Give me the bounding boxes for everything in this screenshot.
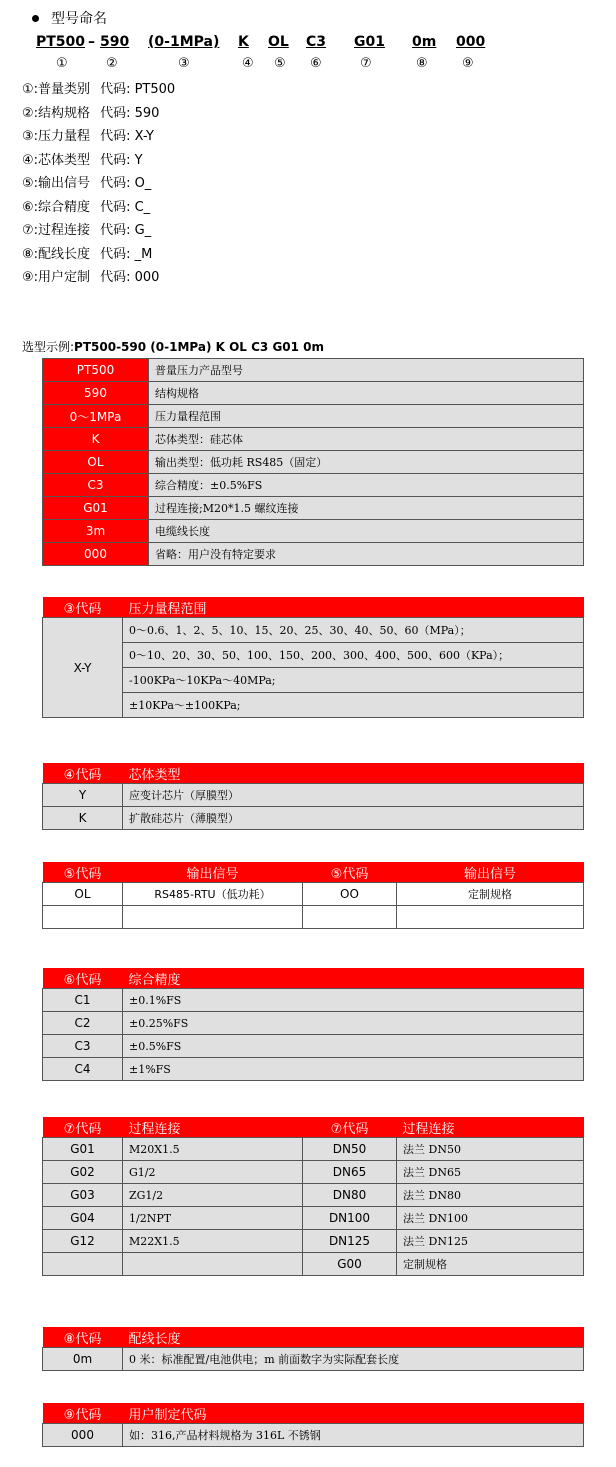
table-row: 0～1MPa 压力量程范围 — [43, 405, 584, 428]
legend-item: ⑦:过程连接 代码: G_ — [22, 223, 152, 238]
table-row: 590 结构规格 — [43, 382, 584, 405]
table-header: ⑤代码 输出信号 ⑤代码 输出信号 — [43, 862, 584, 883]
table-header: ⑧代码 配线长度 — [43, 1327, 584, 1348]
example-label: 选型示例:PT500-590 (0-1MPa) K OL C3 G01 0m — [22, 340, 325, 354]
legend-item: ⑥:综合精度 代码: C_ — [22, 199, 151, 215]
table-row: PT500 普量压力产品型号 — [43, 359, 584, 382]
table-row: G00 定制规格 — [43, 1253, 584, 1276]
position-number: ⑦ — [360, 56, 372, 71]
position-number: ② — [106, 56, 118, 71]
legend-item: ④:芯体类型 代码: Y — [22, 152, 143, 168]
table-row: G03 ZG1/2 DN80 法兰 DN80 — [43, 1184, 584, 1207]
table-row — [43, 906, 584, 929]
table-header: ⑨代码 用户制定代码 — [43, 1403, 584, 1424]
legend-item: ①:普量类别 代码: PT500 — [22, 82, 176, 97]
model-code: K — [238, 34, 249, 50]
code-legend — [22, 78, 175, 290]
range-table — [42, 597, 584, 718]
process-connection-table — [42, 1117, 584, 1276]
table-row: K 扩散硅芯片（薄膜型） — [43, 807, 584, 830]
position-number: ④ — [242, 56, 254, 71]
table-row: G04 1/2NPT DN100 法兰 DN100 — [43, 1207, 584, 1230]
example-table — [42, 358, 584, 566]
table-row: C3 ±0.5%FS — [43, 1035, 584, 1058]
legend-item: ③:压力量程 代码: X-Y — [22, 129, 154, 144]
position-number: ① — [56, 56, 68, 71]
position-number: ⑤ — [274, 56, 286, 71]
model-code: (0-1MPa) — [148, 34, 220, 50]
model-code: 590 — [100, 34, 130, 50]
table-row: G01 过程连接;M20*1.5 螺纹连接 — [43, 497, 584, 520]
table-header: ③代码 压力量程范围 — [43, 597, 584, 618]
position-number: ⑥ — [310, 56, 322, 71]
table-row: C4 ±1%FS — [43, 1058, 584, 1081]
legend-item: ⑧:配线长度 代码: _M — [22, 246, 153, 262]
output-signal-table — [42, 862, 584, 929]
table-row: G12 M22X1.5 DN125 法兰 DN125 — [43, 1230, 584, 1253]
position-number: ⑨ — [462, 56, 474, 71]
model-code: 0m — [412, 34, 437, 50]
model-code-dash: – — [88, 34, 95, 50]
model-code: OL — [268, 34, 289, 50]
legend-item: ⑤:输出信号 代码: O_ — [22, 176, 152, 191]
bullet-icon — [32, 15, 39, 22]
position-number-row — [36, 56, 596, 74]
model-code-row — [36, 34, 596, 54]
table-row: X-Y 0～0.6、1、2、5、10、15、20、25、30、40、50、60（MPa）； — [43, 618, 584, 643]
table-header: ④代码 芯体类型 — [43, 763, 584, 784]
table-row: ±10KPa～±100KPa; — [43, 693, 584, 718]
core-type-table — [42, 763, 584, 830]
table-row: K 芯体类型：硅芯体 — [43, 428, 584, 451]
table-row: G01 M20X1.5 DN50 法兰 DN50 — [43, 1138, 584, 1161]
table-row: 0m 0 米：标准配置/电池供电；m 前面数字为实际配套长度 — [43, 1348, 584, 1371]
model-code: C3 — [306, 34, 327, 50]
table-row: OL 输出类型：低功耗 RS485（固定） — [43, 451, 584, 474]
accuracy-table — [42, 968, 584, 1081]
position-number: ③ — [178, 56, 190, 71]
section-title: 型号命名 — [51, 11, 107, 27]
table-row: 3m 电缆线长度 — [43, 520, 584, 543]
table-row: C1 ±0.1%FS — [43, 989, 584, 1012]
table-row: 000 如：316,产品材料规格为 316L 不锈钢 — [43, 1424, 584, 1447]
model-code: G01 — [354, 34, 385, 50]
table-row: C3 综合精度：±0.5%FS — [43, 474, 584, 497]
model-code: 000 — [456, 34, 486, 50]
cable-length-table — [42, 1327, 584, 1371]
legend-item: ②:结构规格 代码: 590 — [22, 105, 160, 121]
position-number: ⑧ — [416, 56, 428, 71]
example-value: PT500-590 (0-1MPa) K OL C3 G01 0m — [74, 340, 325, 354]
table-row: 0～10、20、30、50、100、150、200、300、400、500、600（KPa）； — [43, 643, 584, 668]
table-row: OL RS485-RTU（低功耗） OO 定制规格 — [43, 883, 584, 906]
table-row: Y 应变计芯片（厚膜型） — [43, 784, 584, 807]
legend-item: ⑨:用户定制 代码: 000 — [22, 270, 160, 285]
table-header: ⑥代码 综合精度 — [43, 968, 584, 989]
table-header: ⑦代码 过程连接 ⑦代码 过程连接 — [43, 1117, 584, 1138]
table-row: C2 ±0.25%FS — [43, 1012, 584, 1035]
table-row: -100KPa～10KPa～40MPa; — [43, 668, 584, 693]
model-code: PT500 — [36, 34, 86, 50]
section-heading — [32, 8, 107, 28]
table-row: 000 省略：用户没有特定要求 — [43, 543, 584, 566]
custom-code-table — [42, 1403, 584, 1447]
table-row: G02 G1/2 DN65 法兰 DN65 — [43, 1161, 584, 1184]
